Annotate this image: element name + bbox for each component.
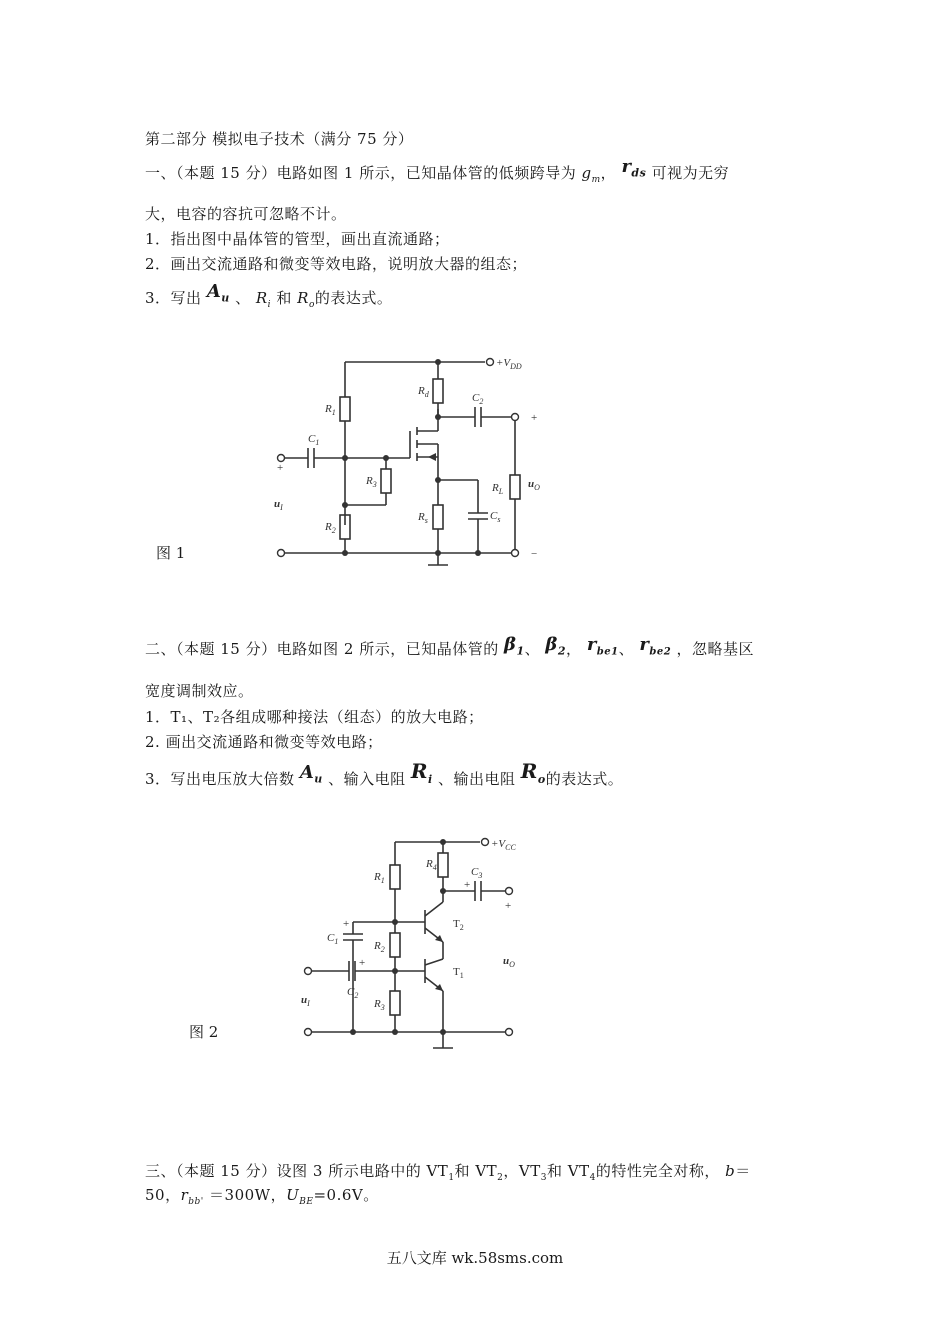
q2-rbe1: $r_{be1}$ (586, 634, 619, 658)
rs-label: $R_s$ (418, 511, 428, 525)
q3-line-1: 三、（本题 15 分）设图 3 所示电路中的 $VT_1$和 $VT_2$，$VT_3$和 $VT_4$的特性完全对称， b＝ (145, 1162, 751, 1183)
rl-resistor (510, 475, 520, 499)
ui-label: $u_I$ (301, 994, 310, 1008)
cs-label: $C_s$ (490, 510, 501, 524)
rs-resistor (433, 505, 443, 529)
r1-resistor (340, 397, 350, 421)
vcc-terminal (482, 839, 489, 846)
t1-label: $T_1$ (453, 966, 464, 980)
r1-label: $R_1$ (374, 871, 385, 885)
r4-resistor (438, 853, 448, 877)
vdd-terminal (487, 359, 494, 366)
q2-item-2: 2. 画出交流通路和微变等效电路； (145, 733, 383, 751)
q1-intro-line: 一、（本题 15 分）电路如图 1 所示，已知晶体管的低频跨导为 $g_m$， $r_{ds}$ 可视为无穷 (145, 156, 730, 185)
r3-resistor (381, 469, 391, 493)
q2-ri: $R_i$ (410, 759, 433, 786)
c1-label: $C_1$ (327, 932, 339, 946)
input-terminal (305, 968, 312, 975)
q3-rbb: $r_{bb'}$ (180, 1186, 204, 1207)
r2-resistor (390, 933, 400, 957)
footer-watermark: 五八文库 wk.58sms.com (386, 1249, 564, 1267)
q2-beta2: $\beta_2$ (545, 634, 567, 658)
input-ground-terminal (278, 550, 285, 557)
q1-au: $A_u$ (206, 281, 230, 305)
input-plus: + (277, 462, 284, 474)
output-terminal (506, 888, 513, 895)
q1-ro: $R_o$ (297, 289, 315, 310)
output-ground-terminal (506, 1029, 513, 1036)
r2-label: $R_2$ (325, 521, 336, 535)
output-plus: + (505, 900, 512, 912)
q2-rbe2: $r_{be2}$ (639, 634, 672, 658)
q1-item-1: 1．指出图中晶体管的管型，画出直流通路； (145, 230, 450, 248)
q2-au: $A_u$ (299, 762, 323, 786)
r3-label: $R_3$ (374, 998, 385, 1012)
uo-label: $u_O$ (528, 478, 540, 492)
q2-ro: $R_o$ (520, 759, 546, 786)
rd-resistor (433, 379, 443, 403)
c2-plus: + (359, 957, 366, 969)
q2-beta1: $\beta_1$ (504, 634, 525, 658)
q2-item-3: 3．写出电压放大倍数 $A_u$ 、输入电阻 $R_i$ 、输出电阻 $R_o$的表达式。 (145, 759, 624, 788)
r3-resistor (390, 991, 400, 1015)
q1-intro-cont: 大，电容的容抗可忽略不计。 (145, 205, 347, 223)
c3-plus: + (464, 879, 471, 891)
input-terminal (278, 455, 285, 462)
ui-label: $u_I$ (274, 498, 283, 512)
vcc-label: $+V_{CC}$ (491, 838, 516, 852)
q1-intro-a: 一、（本题 15 分）电路如图 1 所示，已知晶体管的低频跨导为 (145, 164, 577, 182)
c1-label: $C_1$ (308, 433, 320, 447)
c2-label: $C_2$ (347, 986, 359, 1000)
figure-2-label: 图 2 (189, 1023, 219, 1041)
figure-1-circuit (270, 345, 560, 570)
r1-label: $R_1$ (325, 403, 336, 417)
q1-intro-b: 可视为无穷 (651, 164, 730, 182)
uo-label: $u_O$ (503, 955, 515, 969)
r3-label: $R_3$ (366, 475, 377, 489)
t2-label: $T_2$ (453, 918, 464, 932)
output-terminal (512, 414, 519, 421)
c3-label: $C_3$ (471, 866, 483, 880)
q3-ube: $U_{BE}$ (286, 1186, 314, 1207)
q1-item-3: 3．写出 $A_u$ 、 $R_i$ 和 $R_o$的表达式。 (145, 281, 393, 310)
q1-gm: $g_m$ (581, 164, 601, 185)
q2-intro-line: 二、（本题 15 分）电路如图 2 所示，已知晶体管的 $\beta_1$、 $\beta_2$， $r_{be1}$、 $r_{be2}$ ，忽略基区 (145, 634, 754, 658)
r2-label: $R_2$ (374, 940, 385, 954)
part-title: 第二部分 模拟电子技术（满分 75 分） (145, 130, 414, 148)
figure-2-circuit (295, 825, 545, 1055)
rl-label: $R_L$ (492, 482, 504, 496)
output-plus: + (531, 412, 538, 424)
c1-plus: + (343, 918, 350, 930)
output-ground-terminal (512, 550, 519, 557)
input-ground-terminal (305, 1029, 312, 1036)
q1-ri: $R_i$ (255, 289, 272, 310)
mosfet-arrow (428, 453, 436, 461)
q1-item-2: 2．画出交流通路和微变等效电路，说明放大器的组态； (145, 255, 528, 273)
q1-rds: $r_{ds}$ (621, 156, 647, 180)
q3-b-symbol: b (725, 1162, 736, 1180)
q3-line-2: 50，$r_{bb'} =300W$，$U_{BE}=0.6V$。 (145, 1186, 379, 1207)
q2-intro-cont: 宽度调制效应。 (145, 682, 254, 700)
rd-label: $R_d$ (418, 385, 429, 399)
q2-item-1: 1．T₁、T₂各组成哪种接法（组态）的放大电路； (145, 708, 484, 726)
vdd-label: $+V_{DD}$ (496, 357, 522, 371)
r4-label: $R_4$ (426, 858, 437, 872)
c2-label: $C_2$ (472, 392, 484, 406)
r1-resistor (390, 865, 400, 889)
output-minus: − (531, 548, 538, 560)
figure-1-label: 图 1 (156, 544, 186, 562)
